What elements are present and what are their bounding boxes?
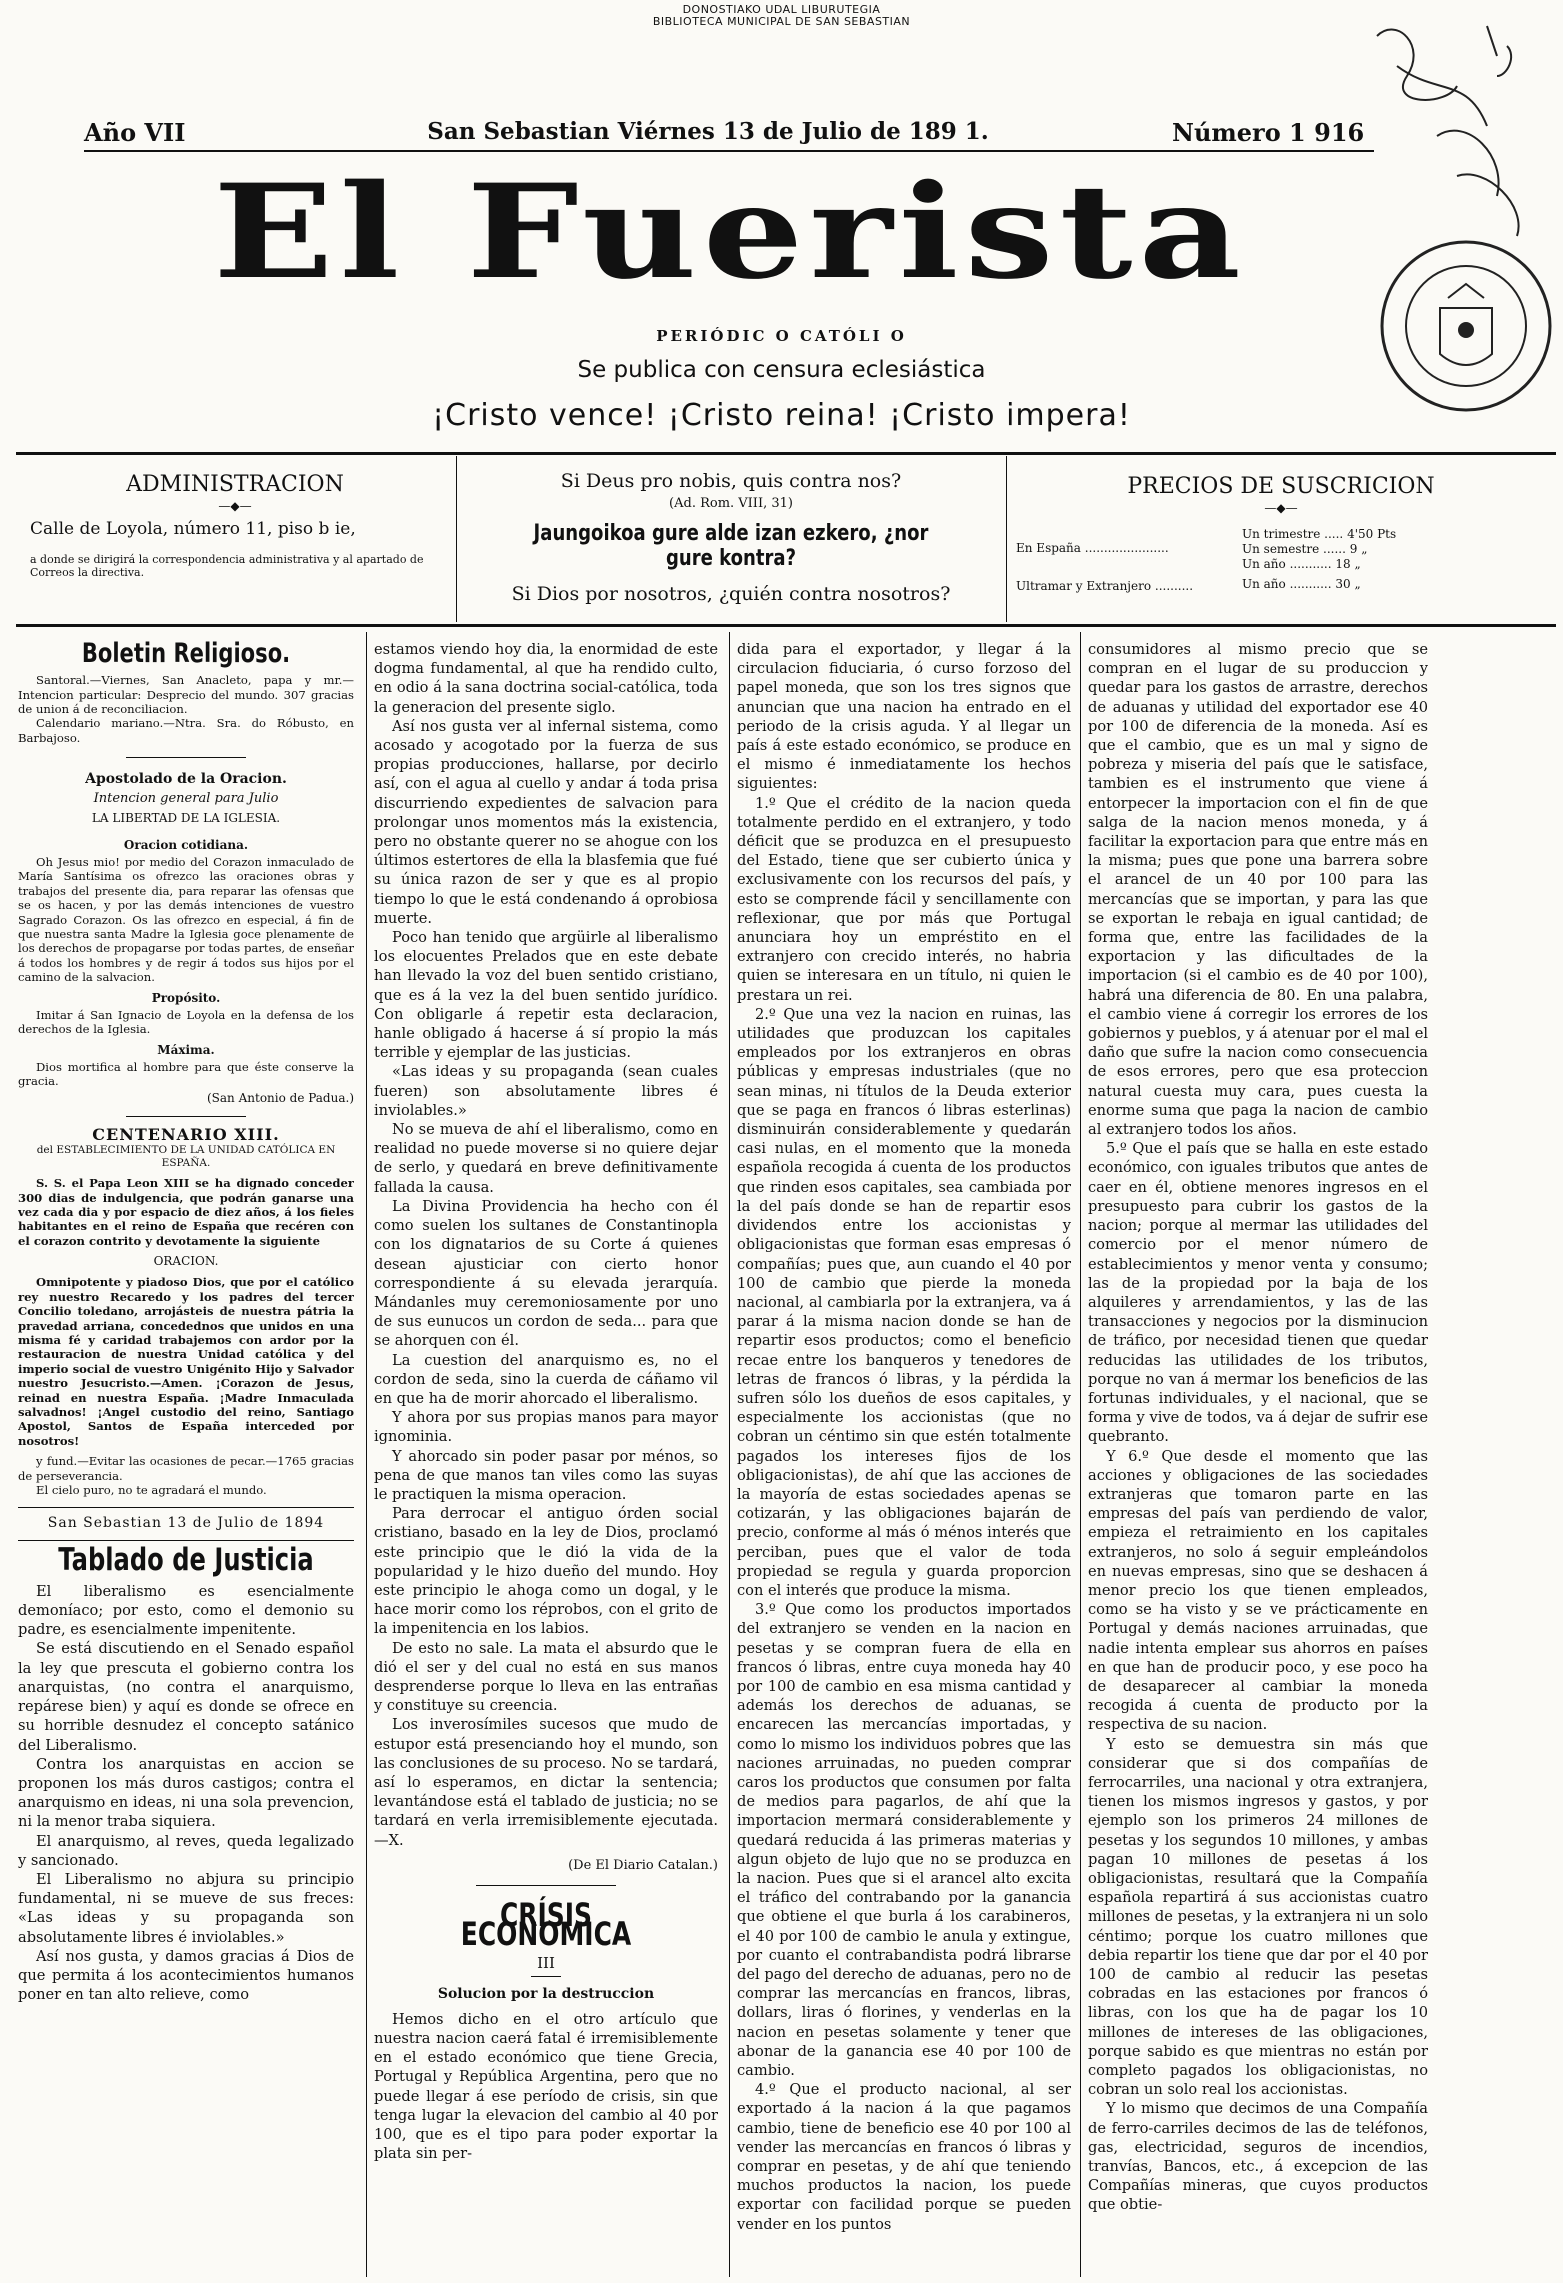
article-paragraph: La Divina Providencia ha hecho con él como suelen los sultanes de Constantinopla con los dignatarios de su Corte á quienes desean ajusticiar con cierto honor correspondiente á su elevada jerarquía. Mándanles muy ceremoniosamente por uno de sus eunucos un cordon de seda... para que se ahorquen con él. [374,1197,718,1350]
issue-number: Número 1 916 [1172,118,1365,147]
quote-reference: (Ad. Rom. VIII, 31) [669,496,793,511]
price-row: Un semestre ...... 9 „ [1242,542,1368,556]
short-rule [476,1885,616,1886]
col1-dateline: San Sebastian 13 de Julio de 1894 [47,1515,325,1532]
tablado-paragraph: El anarquismo, al reves, queda legalizado y sancionado. [18,1832,354,1869]
periodico-label: PERIÓDIC O CATÓLI O [656,327,907,345]
library-stamp [0,4,1563,28]
precios-title: PRECIOS DE SUSCRICION [1127,474,1435,499]
box-divider-1 [456,456,457,622]
tablado-paragraph: Se está discutiendo en el Senado español la ley que prescuta el gobierno contra los anarquistas, (no contra el anarquismo, repárese bien) y aquí es donde se ofrece en su horrible desnudez el concepto satánico del Liberalismo. [18,1640,354,1754]
year-label: Año VII [84,118,186,147]
tablado-paragraph: El Liberalismo no abjura su principio fundamental, ni se mueve de sus freces: «Las ideas y su propaganda son absolutamente libres é inviolables.» [18,1870,354,1946]
article-paragraph: Y esto se demuestra sin más que considerar que si dos compañías de ferrocarriles, una nacional y otra extranjera, tienen los mismos ingresos y gastos, y por ejemplo son los primeros 24 millones de pesetas y los segundos 10 millones, y ambas pagan 10 millones de pesetas á los obligacionistas, resultará que la Compañía española repartirá á sus accionistas cuatro millones de pesetas, y la extranjera ni un solo céntimo; porque los cuatro millones que debia repartir los tiene que dar por el 40 por 100 de cambio al reducir las pesetas cobradas en las estaciones por francos ó libras, con los que ha de pagar los 10 millones de intereses de las obligaciones, porque sabido es que mientras no están por completo pagados los obligacionistas, no cobran un solo real los accionistas. [1088,1735,1428,2099]
article-paragraph: consumidores al mismo precio que se compran en el lugar de su produccion y quedar para los gastos de arrastre, derechos de aduanas y utilidad del exportador ese 40 por 100 de diferencia de la moneda. Así es que el cambio, que es un mal y signo de pobreza y miseria del país que le satisface, tambien es el instrumento que viene á entorpecer la importacion con el fin de que salga de la nacion menos moneda, y á facilitar la exportacion para que entre más en la misma; pues que pone una barrera sobre el arancel de un 40 por 100 para las mercancías que se importan, y para las que se exportan le rebaja en igual cantidad; de forma que, entre las facilidades de la exportacion y las dificultades de la importacion (si el cambio es de 40 por 100), habrá una diferencia de 80. En una palabra, el cambio viene á corregir los errores de los gobiernos y pueblos, y á atenuar por el mal el daño que sufre la nacion como consecuencia de esos errores, pero que esa proteccion natural cuesta muy cara, pues cuesta la enorme suma que paga la nacion de cambio al extranjero todos los años. [1088,641,1428,1139]
administracion-box [30,472,440,579]
oracion-text: Oh Jesus mio! por medio del Corazon inmaculado de María Santísima os ofrezco las oraciones obras y trabajos del presente dia, para reparar las ofensas que se os hacen, y por las demás intenciones de vuestro Sagrado Corazon. Os las ofrezco en especial, á fin de que nuestra santa Madre la Iglesia goce plenamente de los derechos de propagarse por todas partes, de enseñar á todos los hombres y de regir á todos sus hijos por el camino de la salvacion. [18,855,354,985]
article-paragraph: 1.º Que el crédito de la nacion queda totalmente perdido en el extranjero, y todo déficit que se produzca en el presupuesto del Estado, tiene que ser cubierto única y exclusivamente con los recursos del país, y esto se comprende fácil y sencillamente con reflexionar, que por más que Portugal anunciara hoy un empréstito en el extranjero con crecido interés, no habria quien se interesara en un título, ni quien le prestara un rei. [737,794,1071,1004]
libertad-label: LA LIBERTAD DE LA IGLESIA. [91,810,281,825]
article-paragraph: Poco han tenido que argüirle al liberalismo los elocuentes Prelados que en este debate han llevado la voz del buen sentido cristiano, que es á la vez la del buen sentido jurídico. Con obligarle á repetir esta declaracion, hanle obligado á hacerse á sí propio la más terrible y ejemplar de las justicias. [374,929,718,1062]
article-paragraph: estamos viendo hoy dia, la enormidad de este dogma fundamental, al que ha rendido culto, en odio á la sana doctrina social-católica, toda la generacion del presente siglo. [374,641,718,716]
price-row: Un trimestre ..... 4'50 Pts [1242,527,1397,541]
admin-address: Calle de Loyola, número 11, piso b ie, [30,519,356,539]
column-2 [374,640,718,2278]
ornament-divider: —◆— [1264,501,1298,515]
tablado-paragraph: Contra los anarquistas en accion se proponen los más duros castigos; contra el anarquismo en ideas, ni una sola prevencion, ni la menor traba siquiera. [18,1755,354,1831]
column-3 [737,640,1071,2278]
maxima-source: (San Antonio de Padua.) [207,1090,354,1105]
box-divider-2 [1006,456,1007,622]
article-paragraph: Los inverosímiles sucesos que mudo de estupor está presenciando hoy el mundo, son las conclusiones de su proceso. No se tardará, así lo esperamos, en dictar la sentencia; levantándose está el tablado de justicia; no se tardará en verla irremisiblemente ejecutada.—X. [374,1716,718,1849]
crisis-title: CRÍSIS ECONOMICA [460,1896,632,1954]
precios-box [1016,474,1546,607]
masthead-title: El Fuerista [213,156,1247,309]
official-seal [1378,238,1554,414]
oracion-cotidiana-head: Oracion cotidiana. [123,837,249,852]
column-1 [18,640,354,2278]
apostolado-title: Apostolado de la Oracion. [85,771,287,788]
crisis-paragraph: Hemos dicho en el otro artículo que nuestra nacion caerá fatal é irremisiblemente en el estado económico que tiene Grecia, Portugal y República Argentina, pero que no puede llegar á ese período de crisis, sin que tenga lugar la elevacion del cambio al 40 por 100, que es el tipo para poder exportar la plata sin per- [374,2010,718,2163]
article-paragraph: 2.º Que una vez la nacion en ruinas, las utilidades que produzcan los capitales empleados por los extranjeros en obras públicas y empresas industriales (que no sean minas, ni títulos de la Deuda exterior que se paga en francos ó libras esterlinas) disminuirán considerablemente y quedarán casi nulas, en el momento que la moneda española recogida á cuenta de los productos que rinden esos capitales, sea cambiada por la del país donde se han de repartir esos dividendos entre los accionistas y obligacionistas que forman esas empresas ó compañías; pues que, aun cuando el 40 por 100 de cambio que pierde la moneda nacional, al cambiarla por la extranjera, va á parar á la misma nacion donde se han de repartir esos productos; como el beneficio recae entre los banqueros y tenedores de letras de francos ó libras, y la pérdida la sufren sólo los dueños de esos capitales, y especialmente los accionistas (que no cobran un céntimo sin que estén totalmente pagados los intereses fijos de los obligacionistas), de ahí que las acciones de la mayoría de estas sociedades apenas se cotizarán, y las obligaciones bajarán de precio, conforme al más ó ménos interés que perciban, pues que el valor de toda propiedad se regula y guarda proporcion con el interés que produce la misma. [737,1005,1071,1599]
tablado-paragraph: El liberalismo es esencialmente demoníaco; por esto, como el demonio su padre, es esencialmente impenitente. [18,1582,354,1639]
short-rule [126,757,246,758]
proposito-head: Propósito. [151,990,221,1005]
article-source: (De El Diario Catalan.) [568,1857,718,1873]
article-paragraph: Y 6.º Que desde el momento que las acciones y obligaciones de las sociedades extranjeras que tomaron parte en las empresas del país van perdiendo de valor, empieza el retraimiento en los capitales extranjeros, no solo á seguir empleándolos en nuevas empresas, sino que se deshacen á menor precio los que tienen empleados, como se ha visto y se ve prácticamente en Portugal y demás naciones arruinadas, que nadie intenta emplear sus ahorros en países en que han de producir poco, y ese poco ha de desaparecer al cambiar la moneda recogida á cuenta de producto por la respectiva de su nacion. [1088,1447,1428,1734]
article-paragraph: No se mueva de ahí el liberalismo, como en realidad no puede moverse si no quiere dejar de serlo, y quedará en breve definitivamente fallada la causa. [374,1121,718,1196]
spanish-quote: Si Dios por nosotros, ¿quién contra nosotros? [511,583,951,605]
dateline: San Sebastian Viérnes 13 de Julio de 189 1. [427,118,989,145]
article-paragraph: Y ahorcado sin poder pasar por ménos, so pena de que manos tan viles como las suyas le practiquen la misma operacion. [374,1447,718,1503]
maxima-text: Dios mortifica al hombre para que éste conserve la gracia. [18,1059,354,1089]
fund-note: y fund.—Evitar las ocasiones de pecar.—1765 gracias de perseverancia. [18,1454,354,1483]
article-paragraph: Y lo mismo que decimos de una Compañía de ferro-carriles decimos de las de teléfonos, gas, electricidad, seguros de incendios, tranvías, Bancos, etc., á excepcion de las Compañías mineras, que cuyos productos que obtie- [1088,2100,1428,2214]
ornament-divider: —◆— [218,499,252,513]
latin-quote: Si Deus pro nobis, quis contra nos? [560,470,902,492]
article-paragraph: Así nos gusta ver al infernal sistema, como acosado y acogotado por la fuerza de sus propias producciones, hallarse, por decirlo así, con el agua al cuello y andar á toda prisa discurriendo expedientes de salvacion para prolongar unos momentos más la existencia, pero no obstante querer no se ahogue con los últimos estertores de ella la blasfemia que fué su única razon de ser y que es al propio tiempo lo que le está condenando á oprobiosa muerte. [374,717,718,927]
motto-line: ¡Cristo vence! ¡Cristo reina! ¡Cristo impera! [432,398,1131,433]
rule [18,1507,354,1508]
article-paragraph: La cuestion del anarquismo es, no el cordon de seda, sino la cuerda de cáñamo vil en que ha de morir ahorcado el liberalismo. [374,1351,718,1407]
oracion-unidad-text: Omnipotente y piadoso Dios, que por el católico rey nuestro Recaredo y los padres del tercer Concilio toledano, arrojásteis de nuestra pátria la pravedad arriana, concedednos que unidos en una misma fé y caridad trabajemos con ardor por la restauracion de nuestra Unidad católica y del imperio social de vuestro Unigénito Hijo y Salvador nuestro Jesucristo.—Amen. ¡Corazon de Jesus, reinad en nuestra España. ¡Madre Inmaculada salvadnos! ¡Angel custodio del reino, Santiago Apostol, Santos de España interceded por nosotros! [18,1275,354,1448]
price-spain-label: En España ...................... [1016,541,1169,555]
short-rule [531,1976,561,1977]
centenario-title: CENTENARIO XIII. [92,1124,280,1144]
oracion-head: ORACION. [153,1254,219,1269]
santoral: Santoral.—Viernes, San Anacleto, papa y mr.—Intencion particular: Desprecio del mundo. 307 gracias de union á de reconciliacion. [18,673,354,717]
column-4 [1088,640,1428,2278]
cielo-note: El cielo puro, no te agradará el mundo. [36,1483,267,1498]
column-divider-1 [366,632,367,2277]
boletin-title: Boletin Religioso. [81,640,291,669]
motto-box [466,470,996,605]
library-line-2: BIBLIOTECA MUNICIPAL DE SAN SEBASTIAN [652,15,911,28]
intencion-label: Intencion general para Julio [93,791,279,807]
box-bottom-rule [16,624,1556,627]
proposito-text: Imitar á San Ignacio de Loyola en la defensa de los derechos de la Iglesia. [18,1007,354,1037]
maxima-head: Máxima. [157,1042,215,1057]
centenario-subtitle: del ESTABLECIMIENTO DE LA UNIDAD CATÓLICA EN ESPAÑA. [36,1144,336,1170]
price-row: Un año ........... 30 „ [1242,577,1361,591]
price-row: Un año ........... 18 „ [1242,557,1361,571]
column-divider-3 [1080,632,1081,2277]
article-paragraph: 5.º Que el país que se halla en este estado económico, con iguales tributos que antes de caer en él, obtiene menores ingresos en el presupuesto para cubrir los gastos de la nacion; porque al mermar las utilidades del comercio por el menor número de establecimientos y menor venta y consumo; las de la propiedad por la baja de los alquileres y arrendamientos, y las de las transacciones y negocios por la disminucion de tráfico, por necesidad tienen que quedar reducidas las utilidades de los tributos, porque no van á mermar los beneficios de las fortunas individuales, y el nacional, que se forma y vive de todos, va á dejar de sufrir ese quebranto. [1088,1140,1428,1446]
admin-note: a donde se dirigirá la correspondencia administrativa y al apartado de Correos la directiva. [30,553,424,579]
article-paragraph: Y ahora por sus propias manos para mayor ignominia. [374,1409,718,1446]
article-paragraph: 4.º Que el producto nacional, al ser exportado á la nacion á la que pagamos cambio, tiene de beneficio ese 40 por 100 al vender las mercancías en francos ó libras y comprar en pesetas, y de ahí que teniendo muchos productos la nacion, los puede exportar con facilidad porque se pueden vender en los puntos [737,2081,1071,2233]
administracion-title: ADMINISTRACION [126,472,344,497]
crisis-number: III [537,1954,555,1973]
column-divider-2 [729,632,730,2277]
article-paragraph: Para derrocar el antiguo órden social cristiano, basado en la ley de Dios, proclamó este principio que le dió la vida de la popularidad y le hizo dueño del mundo. Hoy este principio le ahoga como un dogal, y le hace morir como los réprobos, con el grito de la impenitencia en los labios. [374,1505,718,1638]
rule [18,1540,354,1541]
tablado-paragraph: Así nos gusta, y damos gracias á Dios de que permita á los acontecimientos humanos poner en tan alto relieve, como [18,1947,354,2004]
calendario: Calendario mariano.—Ntra. Sra. do Róbusto, en Barbajoso. [18,716,354,745]
censura-line: Se publica con censura eclesiástica [577,357,986,383]
article-paragraph: dida para el exportador, y llegar á la circulacion fiduciaria, ó curso forzoso del papel moneda, que son los tres signos que anuncian que una nacion ha entrado en el periodo de la crisis aguda. Y al llegar un país á este estado económico, se produce en el mismo é inmediatamente los hechos siguientes: [737,641,1071,793]
crisis-subtitle: Solucion por la destruccion [437,1985,655,2002]
top-rule [84,150,1374,152]
tablado-title: Tablado de Justicia [58,1541,314,1578]
handwritten-signature [1337,6,1547,256]
article-paragraph: «Las ideas y su propaganda (sean cuales fueren) son absolutamente libres é inviolables.» [374,1063,718,1119]
article-paragraph: De esto no sale. La mata el absurdo que le dió el ser y del cual no está en sus manos desprenderse porque lo lleva en las entrañas y constituye su creencia. [374,1639,718,1715]
box-top-rule [16,452,1556,455]
price-abroad-label: Ultramar y Extranjero .......... [1016,579,1194,593]
article-paragraph: 3.º Que como los productos importados del extranjero se venden en la nacion en pesetas y se compran fuera de ella en francos ó libras, entre cuya moneda hay 40 por 100 de cambio en esa misma cantidad y además los derechos de aduanas, se encarecen las mercancías importadas, y como lo mismo los individuos pobres que las naciones arruinadas, no pueden comprar caros los productos que consumen por falta de medios para pagarlos, de ahí que la importacion mermará considerablemente y quedará reducida á las primeras materias y algun objeto de lujo que no se produzca en la nacion. Pues que si el arancel alto excita el tráfico del contrabando por la ganancia que obtiene el que burla á los carabineros, el 40 por 100 de cambio le anula y extingue, por cuanto el contrabandista podrá librarse del pago del derecho de aduanas, pero no de comprar las mercancías en francos, libras, dollars, liras ó florines, y venderlas en la nacion en pesetas solamente y tener que abonar de la ganancia ese 40 por 100 de cambio. [737,1601,1071,2080]
short-rule [126,1116,246,1117]
basque-quote: Jaungoikoa gure alde izan ezkero, ¿nor gure kontra? [533,521,929,571]
centenario-text: S. S. el Papa Leon XIII se ha dignado conceder 300 dias de indulgencia, que podrán ganarse una vez cada dia y por espacio de diez años, á los fieles habitantes en el reino de España que recéren con el corazon contrito y devotamente la siguiente [18,1176,354,1248]
library-line-1: DONOSTIAKO UDAL LIBURUTEGIA [682,3,881,16]
